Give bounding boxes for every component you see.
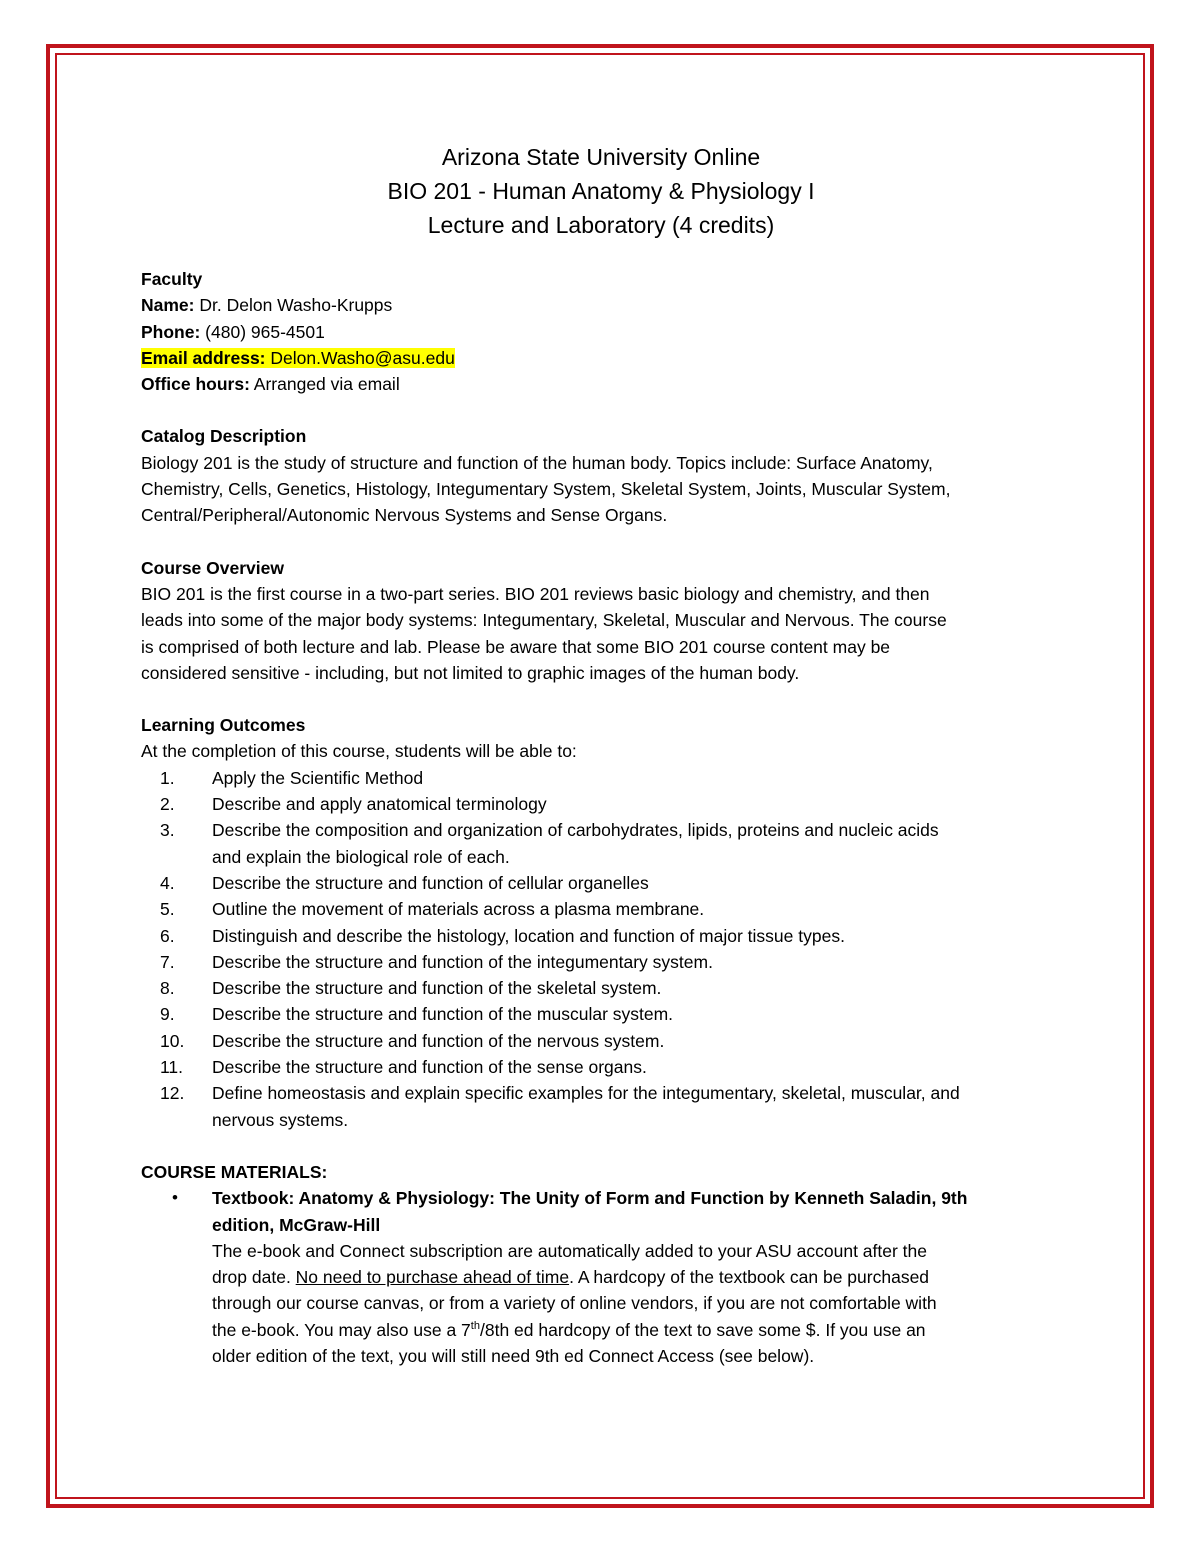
faculty-name-value: Dr. Delon Washo-Krupps <box>194 295 393 316</box>
textbook-title: Textbook: Anatomy & Physiology: The Unity of Form and Function by Kenneth Saladin, 9th <box>212 1188 968 1209</box>
syllabus-content <box>141 140 1061 1395</box>
materials-list <box>141 1185 1061 1369</box>
catalog-line: Central/Peripheral/Autonomic Nervous Systems and Sense Organs. <box>141 505 668 526</box>
textbook-title: edition, McGraw-Hill <box>212 1214 381 1235</box>
university-title: Arizona State University Online <box>441 144 761 170</box>
list-number: 1. <box>160 767 175 788</box>
catalog-line: Chemistry, Cells, Genetics, Histology, Integumentary System, Skeletal System, Joints, Muscular System, <box>141 479 951 500</box>
faculty-email-link[interactable]: Delon.Washo@asu.edu <box>265 347 455 368</box>
superscript: th <box>470 1319 480 1332</box>
faculty-heading: Faculty <box>141 269 203 289</box>
list-item <box>141 817 1061 870</box>
textbook-desc <box>212 1317 1061 1343</box>
textbook-desc-text: drop date. <box>212 1267 296 1288</box>
list-number: 3. <box>160 820 175 841</box>
list-number: 9. <box>160 1004 175 1025</box>
overview-line: considered sensitive - including, but not limited to graphic images of the human body. <box>141 662 800 683</box>
materials-section <box>141 1159 1061 1369</box>
outcome-text: Describe and apply anatomical terminology <box>212 794 547 815</box>
outcomes-heading: Learning Outcomes <box>141 715 306 736</box>
outcome-text: Describe the structure and function of cellular organelles <box>212 872 649 893</box>
outcome-text: and explain the biological role of each. <box>212 846 510 867</box>
course-title: BIO 201 - Human Anatomy & Physiology I <box>387 178 815 204</box>
overview-line: BIO 201 is the first course in a two-part series. BIO 201 reviews basic biology and chemistry, and then <box>141 583 930 604</box>
overview-line: leads into some of the major body systems: Integumentary, Skeletal, Muscular and Nervous. The course <box>141 610 947 631</box>
faculty-section <box>141 266 1061 397</box>
catalog-heading: Catalog Description <box>141 426 307 447</box>
list-number: 10. <box>160 1030 185 1051</box>
list-number: 6. <box>160 925 175 946</box>
overview-heading: Course Overview <box>141 557 284 578</box>
textbook-desc <box>212 1264 1061 1290</box>
list-item <box>141 949 1061 975</box>
title-block <box>141 140 1061 242</box>
outcome-text: Describe the structure and function of the integumentary system. <box>212 951 713 972</box>
textbook-desc-text: /8th ed hardcopy of the text to save some $. If you use an <box>479 1319 926 1340</box>
outcome-text: Describe the structure and function of the skeletal system. <box>212 978 662 999</box>
list-number: 12. <box>160 1083 185 1104</box>
faculty-hours <box>141 371 1061 397</box>
faculty-phone-label: Phone: <box>141 321 201 342</box>
overview-line: is comprised of both lecture and lab. Please be aware that some BIO 201 course content may be <box>141 636 891 657</box>
list-number: 2. <box>160 794 175 815</box>
list-item <box>141 1080 1061 1133</box>
list-item <box>141 1185 1061 1369</box>
list-number: 4. <box>160 872 175 893</box>
list-number: 7. <box>160 951 175 972</box>
textbook-desc: through our course canvas, or from a variety of online vendors, if you are not comfortable with <box>212 1293 937 1314</box>
faculty-email <box>141 345 1061 371</box>
outcome-text: Define homeostasis and explain specific examples for the integumentary, skeletal, muscular, and <box>212 1083 960 1104</box>
list-item <box>141 791 1061 817</box>
bullet-icon: • <box>172 1188 178 1208</box>
list-item <box>141 975 1061 1001</box>
outcome-text: Describe the structure and function of the sense organs. <box>212 1057 647 1078</box>
textbook-desc-text: . A hardcopy of the textbook can be purchased <box>569 1267 930 1288</box>
faculty-hours-label: Office hours: <box>141 374 250 395</box>
faculty-name <box>141 292 1061 318</box>
faculty-email-label: Email address: <box>141 347 266 368</box>
course-type: Lecture and Laboratory (4 credits) <box>427 212 775 238</box>
catalog-line: Biology 201 is the study of structure and function of the human body. Topics include: Surface Anatomy, <box>141 452 933 473</box>
list-item <box>141 923 1061 949</box>
list-item <box>141 870 1061 896</box>
outcome-text: Outline the movement of materials across a plasma membrane. <box>212 899 705 920</box>
materials-heading: COURSE MATERIALS: <box>141 1161 328 1182</box>
list-number: 5. <box>160 899 175 920</box>
textbook-desc-text: the e-book. You may also use a 7 <box>212 1319 471 1340</box>
outcomes-intro: At the completion of this course, students will be able to: <box>141 741 577 762</box>
outcome-text: Describe the structure and function of the muscular system. <box>212 1004 674 1025</box>
faculty-phone-value: (480) 965-4501 <box>200 321 325 342</box>
faculty-name-label: Name: <box>141 295 195 316</box>
overview-section <box>141 555 1061 686</box>
no-purchase-note: No need to purchase ahead of time <box>295 1267 570 1288</box>
list-item <box>141 1001 1061 1027</box>
outcome-text: Apply the Scientific Method <box>212 767 424 788</box>
list-item <box>141 1028 1061 1054</box>
catalog-section <box>141 423 1061 528</box>
textbook-desc: The e-book and Connect subscription are automatically added to your ASU account after the <box>212 1240 928 1261</box>
list-item <box>141 1054 1061 1080</box>
outcome-text: Describe the composition and organization of carbohydrates, lipids, proteins and nucleic acids <box>212 820 939 841</box>
outcomes-list <box>141 765 1061 1133</box>
list-item <box>141 765 1061 791</box>
list-number: 8. <box>160 978 175 999</box>
outcomes-section <box>141 712 1061 1133</box>
outcome-text: Describe the structure and function of the nervous system. <box>212 1030 665 1051</box>
list-number: 11. <box>160 1057 184 1078</box>
textbook-desc: older edition of the text, you will still need 9th ed Connect Access (see below). <box>212 1345 815 1366</box>
faculty-hours-value: Arranged via email <box>249 374 400 395</box>
outcome-text: nervous systems. <box>212 1109 349 1130</box>
faculty-phone <box>141 319 1061 345</box>
outcome-text: Distinguish and describe the histology, location and function of major tissue types. <box>212 925 845 946</box>
list-item <box>141 896 1061 922</box>
